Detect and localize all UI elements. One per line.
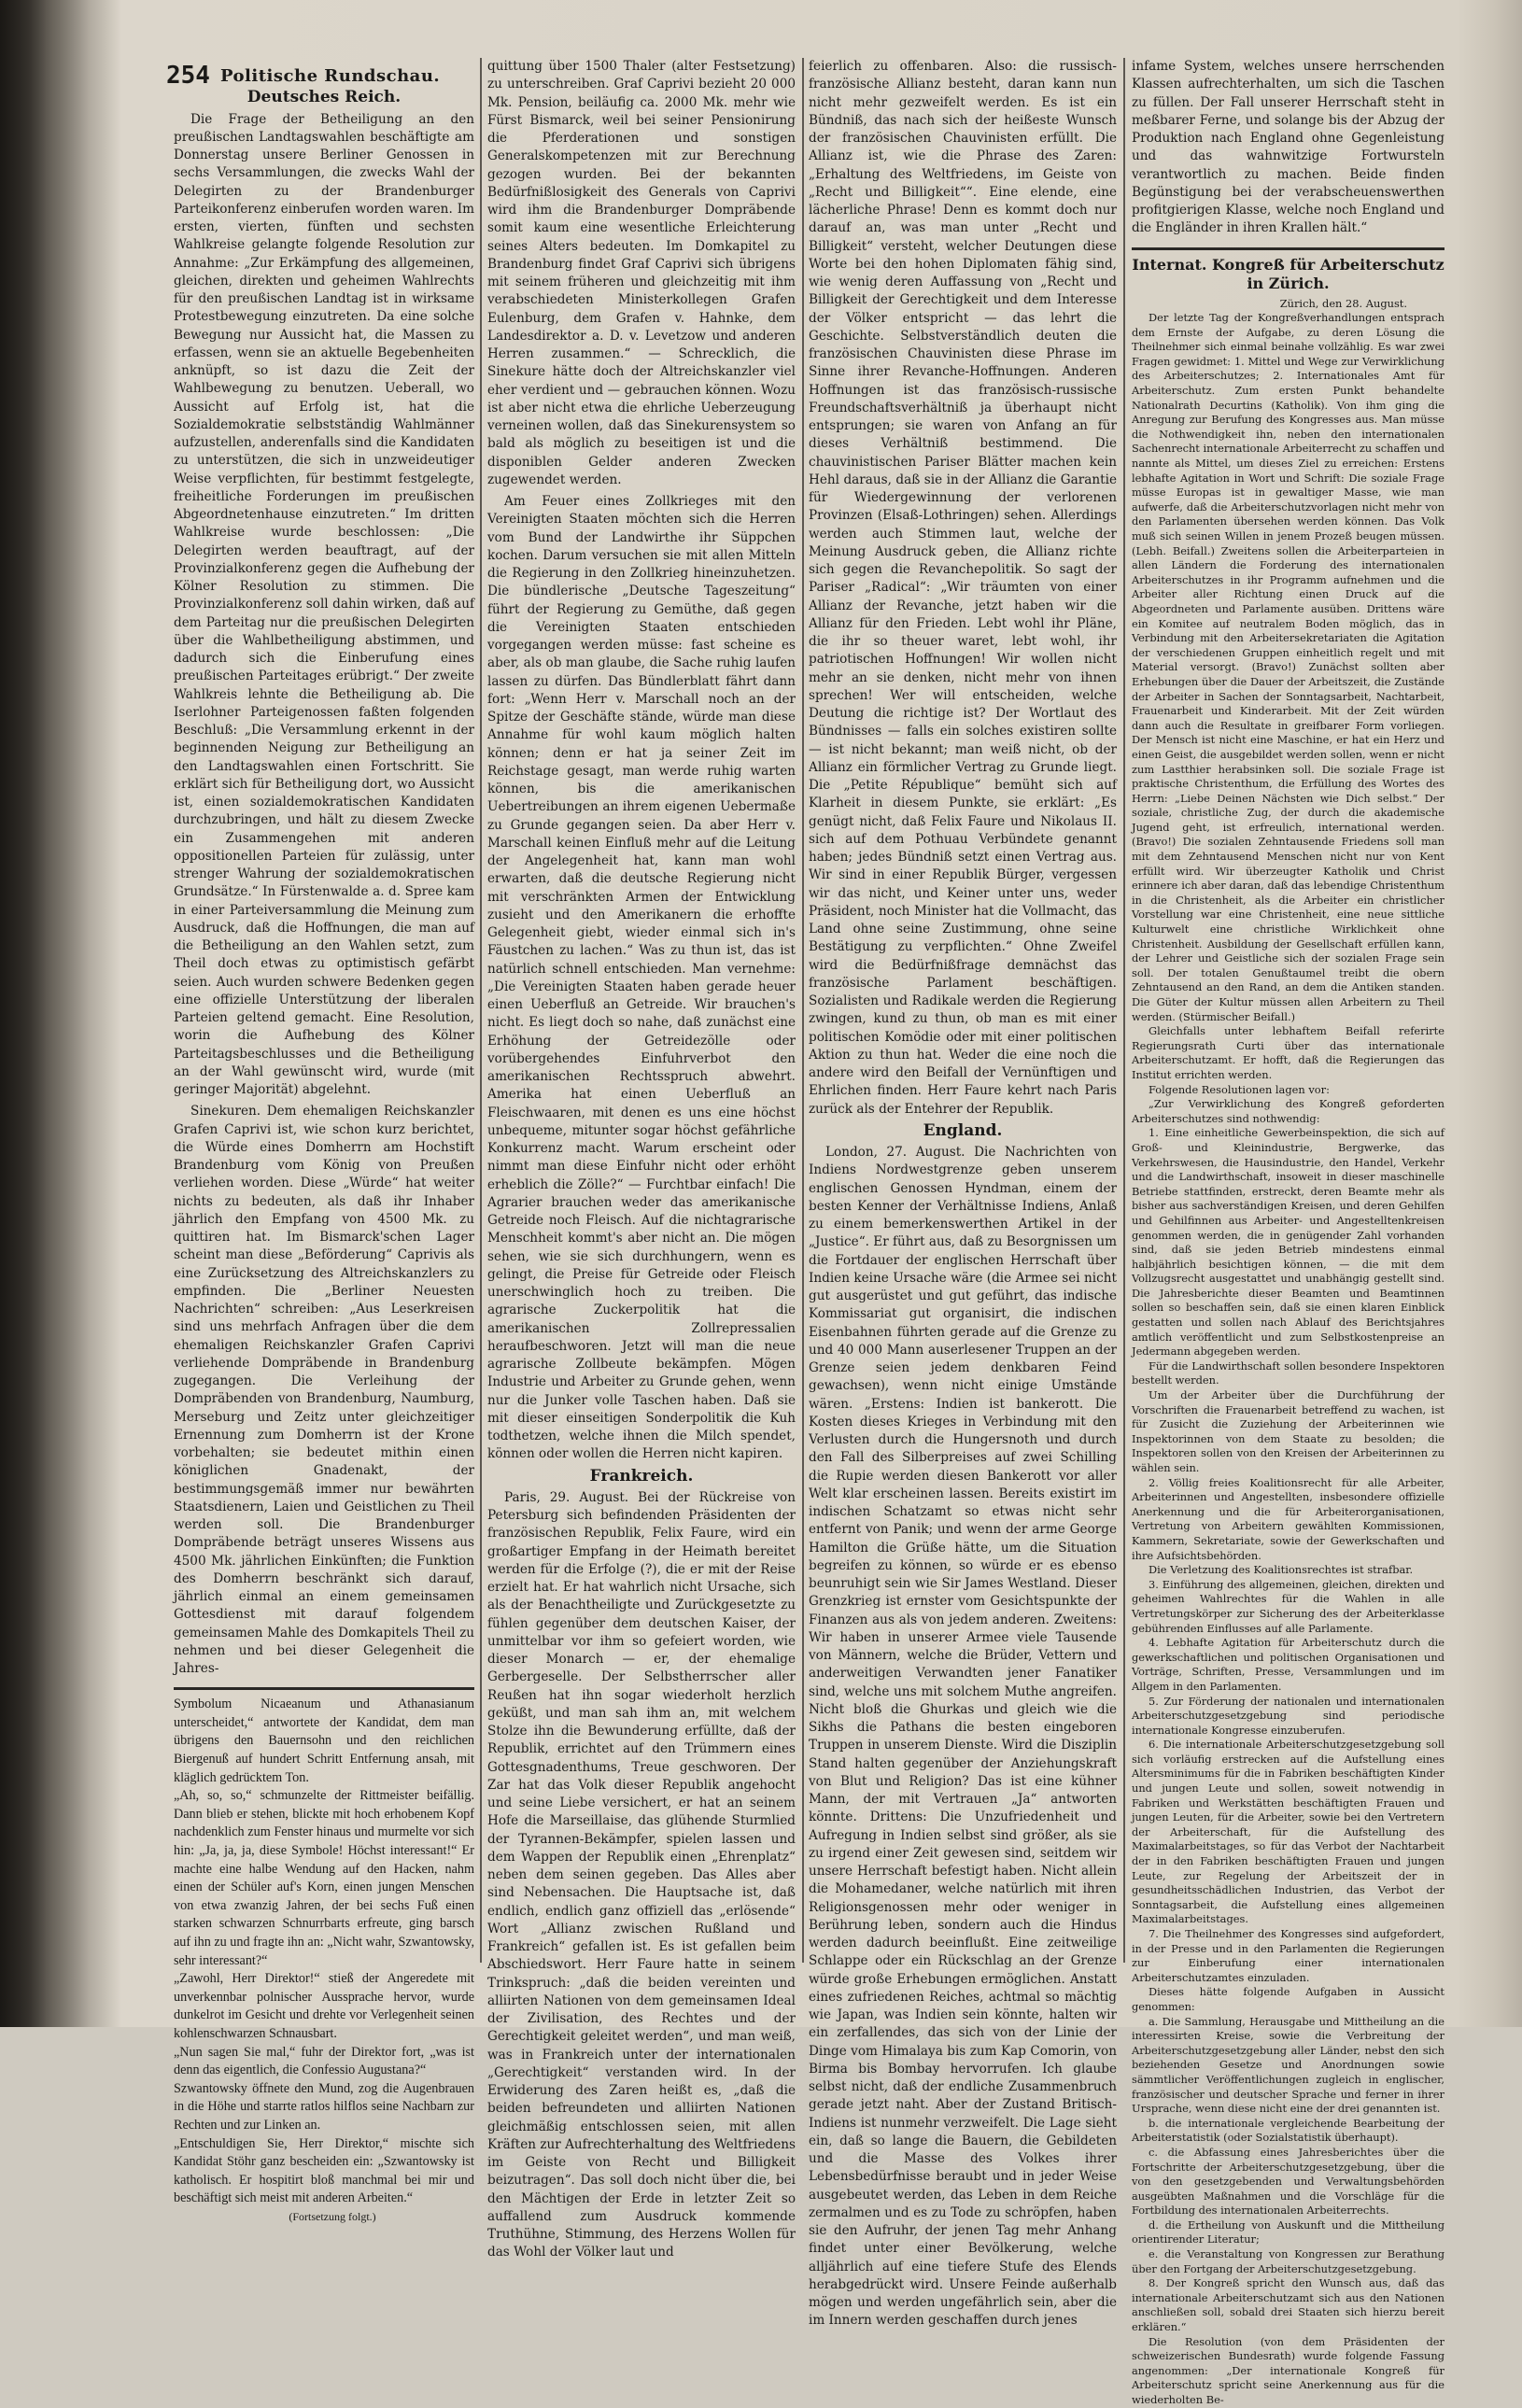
resolution-item: Für die Landwirthschaft sollen besondere Inspektoren bestellt werden. xyxy=(1132,1359,1444,1387)
resolution-item: 1. Eine einheitliche Gewerbeinspektion, die sich auf Groß- und Kleinindustrie, Bergwerke, das Verkehrswesen, die Hausindustrie, den Handel, Verkehr und die Landwirthschaft, insoweit in dieser maschinelle Betriebe stattfinden, erstreckt, deren Beamte mehr als bisher aus sachverständigen Kreisen, und deren Gehilfen und Gehilfinnen aus Arbeiter- und Angestelltenkreisen genommen werden, die in genügender Zahl vorhanden sind, daß sie jeden Betrieb mindestens einmal halbjährlich besichtigen können, — die mit dem Vollzugsrecht ausgestattet und unabhängig gestellt sind. Die Jahresberichte dieser Beamten und Beamtinnen sollen so beschaffen sein, daß sie einen klaren Einblick gestatten und sollen nach Ablauf des Berichtsjahres amtlich veröffentlicht und zum Selbstkostenpreise an Jedermann abgegeben werden. xyxy=(1132,1126,1444,1359)
binding-shadow xyxy=(0,0,131,2027)
report-paragraph: Gleichfalls unter lebhaftem Beifall referirte Regierungsrath Curti über das internationale Arbeiterschutzamt. Er hofft, daß die Regierungen das Institut errichten werden. xyxy=(1132,1024,1444,1081)
column-1 xyxy=(174,58,474,2223)
column-divider xyxy=(802,58,804,1963)
resolution-item: 2. Völlig freies Koalitionsrecht für alle Arbeiter, Arbeiterinnen und Angestellten, insbesondere offizielle Anerkennung und die für Arbeiterorganisationen, Vertretung von Arbeitern gewählten Kommissionen, Kammern, Sekretariate, sowie der Gewerkschaften und ihre Aufsichtsbehörden. xyxy=(1132,1475,1444,1562)
continuation-note: (Fortsetzung folgt.) xyxy=(289,2209,376,2223)
column-3 xyxy=(809,58,1117,2329)
resolution-item: 5. Zur Förderung der nationalen und internationalen Arbeiterschutzgesetzgebung sind periodische internationale Kongresse einzuberufen. xyxy=(1132,1694,1444,1737)
article-paragraph: Die Frage der Betheiligung an den preußischen Landtagswahlen beschäftigte am Donnerstag unsere Berliner Genossen in sechs Versammlungen, die zwecks Wahl der Delegirten zu der Brandenburger Parteikonferenz einberufen worden waren. Im ersten, vierten, fünften und sechsten Wahlkreise gelangte folgende Resolution zur Annahme: „Zur Erkämpfung des allgemeinen, gleichen, direkten und geheimen Wahlrechts für den preußischen Landtag ist in wirksame Protestbewegung einzutreten. Da eine solche Bewegung nur Aussicht hat, die Massen zu erfassen, wenn sie an aktuelle Begebenheiten anknüpft, so ist dazu die Zeit der Wahlbewegung zu benutzen. Ueberall, wo Aussicht auf Erfolg ist, hat die Sozialdemokratie selbstständig Wahlmänner aufzustellen, anderenfalls sind die Kandidaten zu unterstützen, die sich in unzweideutiger Weise verpflichten, für bestimmt festgelegte, freiheitliche Forderungen im preußischen Abgeordnetenhause einzutreten.“ Im dritten Wahlkreise wurde beschlossen: „Die Delegirten werden beauftragt, auf der Provinzialkonferenz gegen die Aufhebung der Kölner Resolution zu stimmen. Die Provinzialkonferenz soll dahin wirken, daß auf dem Parteitag nur die preußischen Delegirten über die Wahlbetheiligung abstimmen, und dadurch sich die Einberufung eines preußischen Parteitages erübrigt.“ Der zweite Wahlkreis lehnte die Betheiligung ab. Die Iserlohner Parteigenossen faßten folgenden Beschluß: „Die Versammlung erkennt in der beginnenden Neigung zur Betheiligung an den Landtagswahlen einen Fortschritt. Sie erklärt sich für Betheiligung dort, wo Aussicht ist, einen sozialdemokratischen Kandidaten durchzubringen, und hält zu diesem Zwecke ein Zusammengehen mit anderen oppositionellen Parteien für zulässig, unter strenger Wahrung der sozialdemokratischen Grundsätze.“ In Fürstenwalde a. d. Spree kam in einer Parteiversammlung die Meinung zum Ausdruck, daß die Hoffnungen, die man auf die Betheiligung an den Wahlen setzt, zum Theil doch etwas zu optimistisch gefärbt seien. Auch wurden schwere Bedenken gegen eine offizielle Unterstützung der liberalen Parteien geltend gemacht. Eine Resolution, worin die Aufhebung des Kölner Parteitagsbeschlusses und die Betheiligung an der Wahl gewünscht wird, wurde (mit geringer Majorität) abgelehnt. xyxy=(174,111,474,1097)
section-title: Politische Rundschau. xyxy=(220,66,441,86)
article-paragraph: feierlich zu offenbaren. Also: die russisch-französische Allianz besteht, daran kann nun nicht mehr gezweifelt werden. Es ist ein Bündniß, das nach sich der heißeste Wunsch der französischen Chauvinisten erfüllt. Die Allianz ist, wie die Phrase des Zaren: „Erhaltung des Weltfriedens, im Geiste von „Recht und Billigkeit““. Eine elende, eine lächerliche Phrase! Denn es kommt doch nur darauf an, was man unter „Recht und Billigkeit“ versteht, welcher Deutungen diese Worte bei den hohen Diplomaten fähig sind, wie wenig deren Auffassung von „Recht und Billigkeit der Gerechtigkeit und dem Interesse der Völker entspricht — das lehrt die Geschichte. Selbstverständlich deuten die französischen Chauvinisten diese Phrase im Sinne ihrer Revanche-Hoffnungen. Anderen Hoffnungen ist das französisch-russische Freundschaftsverhältniß ja überhaupt nicht entsprungen; sie waren von Anfang an für dieses Verhältniß bestimmend. Die chauvinistischen Pariser Blätter machen kein Hehl daraus, daß sie in der Allianz die Garantie für Wiedergewinnung der verlorenen Provinzen (Elsaß-Lothringen) sehen. Allerdings werden auch Stimmen laut, welche der Meinung Ausdruck geben, die Allianz richte sich gegen die Revanchepolitik. So sagt der Pariser „Radical“: „Wir träumten von einer Allianz der Revanche, jetzt haben wir die Allianz für den Frieden. Lebt wohl ihr Pläne, die ihr so theuer waret, lebt wohl, ihr patriotischen Hoffnungen! Wir wollen nicht mehr an sie denken, nicht mehr von ihnen sprechen! Wer will entscheiden, welche Deutung die richtige ist? Der Wortlaut des Bündnisses — falls ein solches existiren sollte — ist nicht bekannt; man weiß nicht, ob der Allianz ein förmlicher Vertrag zu Grunde liegt. Die „Petite République“ bemüht sich auf Klarheit in diesem Punkte, sie erklärt: „Es genügt nicht, daß Felix Faure und Nikolaus II. sich auf dem Pothuau Verbündete genannt haben; jedes Bündniß setzt einen Vertrag aus. Wir sind in einer Republik Bürger, vergessen wir das nicht, und Keiner unter uns, weder Präsident, noch Minister hat die Vollmacht, das Land ohne seine Zustimmung, ohne seine Bestätigung zu verpflichten.“ Ohne Zweifel wird die Bedürfnißfrage demnächst das französische Parlament beschäftigen. Sozialisten und Radikale werden die Regierung zwingen, kund zu thun, ob man es mit einer politischen Komödie oder mit einer politischen Aktion zu thun hat. Weder die eine noch die andere wird den Beifall der Vernünftigen und Ehrlichen finden. Herr Faure kehrt nach Paris zurück als der Entehrer der Republik. xyxy=(809,59,1117,1117)
resolution-item: 7. Die Theilnehmer des Kongresses sind aufgefordert, in der Presse und in den Parlamenten die Regierungen zur Einberufung einer internationalen Arbeiterschutzamtes einzuladen. xyxy=(1132,1927,1444,1984)
column-divider xyxy=(1123,58,1125,1963)
congress-report xyxy=(1132,311,1444,2408)
feuilleton-text xyxy=(174,1696,474,2226)
section-heading-france: Frankreich. xyxy=(589,1466,694,1486)
column-4 xyxy=(1132,58,1444,2406)
resolution-item: c. die Abfassung eines Jahresberichtes über die Fortschritte der Arbeiterschutzgesetzgebung, über die von den gesetzgebenden und Verwaltungsbehörden ausgeübten Maßnahmen und die Vorschläge für die Fortbildung des internationalen Arbeiterrechts. xyxy=(1132,2145,1444,2218)
column-2 xyxy=(487,58,796,2260)
section-divider xyxy=(174,1687,474,1690)
page-number: 254 xyxy=(166,62,210,90)
resolution-item: Die Verletzung des Koalitionsrechtes ist strafbar. xyxy=(1149,1563,1414,1577)
article-paragraph: London, 27. August. Die Nachrichten von Indiens Nordwestgrenze geben unserem englischen Genossen Hyndman, einem der besten Kenner der Verhältnisse Indiens, Anlaß zu einem bemerkenswerthen Artikel in der „Justice“. Er führt aus, daß zu Besorgnissen um die Fortdauer der englischen Herrschaft über Indien keine Ursache wäre (die Armee sei nicht gut ausgerüstet und gut geführt, das indische Kommissariat gut organisirt, die indischen Eisenbahnen führten gerade auf die Grenze zu und 40 000 Mann auserlesener Truppen an der Grenze seien jedem denkbaren Feind gewachsen), wenn nicht einige Umstände wären. „Erstens: Indien ist bankerott. Die Kosten dieses Krieges in Verbindung mit den Verlusten durch die Hungersnoth und durch den Fall des Silberpreises auf zwei Schilling die Rupie werden diesen Bankerott vor aller Welt klar erscheinen lassen. Bereits existirt im indischen Schatzamt so etwas nicht sehr entfernt von Panik; und wenn der arme George Hamilton die Grüße hätte, um die Situation begreifen zu können, so würde er es ebenso beunruhigt sein wie Sir James Westland. Dieser Grenzkrieg ist ernster vom Gesichtspunkte der Finanzen aus als von jedem anderen. Zweitens: Wir haben in unserer Armee viele Tausende von Männern, welche die Brüder, Vettern und anderweitigen Verwandten jener Fanatiker sind, welche uns mit solchem Muthe angreifen. Nicht bloß die Ghurkas und gleich wie die Sikhs die Pathans die besten eingeboren Truppen in unserem Dienste. Wird die Disziplin Stand halten gegenüber der Anziehungskraft von Blut und Religion? Das ist eine kühner Mann, der mit Vertrauen „Ja“ antworten könnte. Drittens: Die Unzufriedenheit und Aufregung in Indien selbst sind größer, als sie zu irgend einer Zeit gewesen sind, seitdem wir unsere Herrschaft befestigt haben. Nicht allein die Mohamedaner, welche natürlich mit ihren Religionsgenossen mehr oder weniger in Berührung leben, sondern auch die Hindus werden dadurch beeinflußt. Eine zeitweilige Schlappe oder ein Rückschlag an der Grenze würde große Erhebungen ermöglichen. Anstatt eines zufriedenen Reiches, achtmal so mächtig wie Japan, was Indien sein könnte, halten wir ein zerfallendes, das sich von der Linie der Dinge vom Himalaya bis zum Kap Comorin, von Birma bis Bombay hervorrufen. Ich glaube selbst nicht, daß der endliche Zusammenbruch gerade jetzt naht. Aber der Zustand Britisch-Indiens ist nunmehr verzweifelt. Die Lage sieht ein, daß so lange die Bauern, die Gebildeten und die Masse des Volkes ihrer Lebensbedürfnisse beraubt und in jeder Weise ausgebeutet werden, das Leben in dem Reiche zermalmen und es zu Tode zu schröpfen, haben sie den Aufruhr, der jenen Tag mehr Anhang findet unter einer Bevölkerung, welche alljährlich auf eine tiefere Stufe des Elends herabgedrückt wird. Unsere Feinde außerhalb mögen und werden ungefährlich sein, aber die im Innern werden geschaffen durch jenes xyxy=(809,1145,1117,2329)
resolution-item: 6. Die internationale Arbeiterschutzgesetzgebung soll sich vorläufig erstrecken auf die Aufstellung eines Altersminimums für die in Fabriken beschäftigten Kinder und jungen Leute und sollen, soweit notwendig in Fabriken und Werkstätten beschäftigten Frauen und jungen Leuten, für die Arbeiter, sowie bei den Vertretern der Arbeiterschaft, für die Aufstellung des Maximalarbeitstages, so für das Verbot der Nachtarbeit der in den Fabriken beschäftigten Frauen und jungen Leute, zur Regelung der Arbeitszeit der in gesundheitsschädlichen Industrien, das Verbot der Sonntagsarbeit, die Aufstellung eines allgemeinen Maximalarbeitstages. xyxy=(1132,1738,1444,1926)
report-paragraph: Der letzte Tag der Kongreßverhandlungen entsprach dem Ernste der Aufgabe, zu deren Lösung die Theilnehmer sich einmal beinahe vollzählig. Es war zwei Fragen gewidmet: 1. Mittel und Wege zur Verwirklichung des Arbeiterschutzes; 2. Internationales Amt für Arbeiterschutz. Zum ersten Punkt behandelte Nationalrath Decurtins (Katholik). Von ihm ging die Anregung zur Berufung des Kongresses aus. Man müsse die Nothwendigkeit ihn, neben den internationalen Sachenrecht internationale Arbeiterrecht zu schaffen und nannte als Mittel, um dieses Ziel zu erreichen: Erstens lebhafte Agitation in Wort und Schrift: Die soziale Frage müsse Europas ist in gewaltiger Masse, wie man aufwerfe, daß die Arbeiterschutzvorlagen nicht mehr von den Parlamenten übersehen werden können. Das Volk muß sich seinen Willen in jenem Prozeß beugen müssen. (Lebh. Beifall.) Zweitens sollen die Arbeiterparteien in allen Ländern die Forderung des internationalen Arbeiterschutzes in ihr Programm aufnehmen und die Arbeiter aller Richtung einen Druck auf die Abgeordneten und Parlamente ausüben. Drittens wäre ein Komitee auf neutralem Boden möglich, das in Verbindung mit den Arbeitersekretariaten die Agitation der verschiedenen Gruppen einheitlich regelt und mit Material versorgt. (Bravo!) Zunächst sollten aber Erhebungen über die Dauer der Arbeitszeit, die Zustände der Arbeiter in Sachen der Sonntagsarbeit, Nachtarbeit, Frauenarbeit und Kinderarbeit. Mit der Zeit würden dann auch die Resultate in greifbarer Form vorliegen. Der Mensch ist nicht eine Maschine, er hat ein Herz und einen Geist, die ausgebildet werden sollen, wenn er nicht zum Lastthier herabsinken soll. Die soziale Frage ist praktische Christenthum, die Erfüllung des Wortes des Herrn: „Liebe Deinen Nächsten wie Dich selbst.“ Der soziale, christliche Zug, der durch die akademische Jugend geht, ist erfreulich, international werden. (Bravo!) Die sozialen Zehntausende Friedens soll man mit dem Zehntausend Menschen nicht nur von Kent erfüllt wird. Wir überzeugter Katholik und Christ erinnere ich aber daran, daß das lebendige Christenthum in die Christenheit, als die Arbeiter ein christlicher Vorstellung war eine Christenheit, eine neue sittliche Kulturwelt eine christliche Wirklichkeit ohne Christenheit. Ausbildung der Gesellschaft erfüllen kann, der Lehrer und Geistliche sich der sozialen Frage sein soll. Der totalen Genußtaumel treibt die obern Zehntausend an den Rand, an dem die Antiken standen. Die Güter der Kultur müssen allen Arbeitern zu Theil werden. (Stürmischer Beifall.) xyxy=(1132,311,1444,1023)
article-paragraph: quittung über 1500 Thaler (alter Festsetzung) zu unterschreiben. Graf Caprivi bezieht 20 000 Mk. Pension, beiläufig ca. 2000 Mk. mehr wie Fürst Bismarck, weil bei seiner Pensionirung die Pferderationen und sonstigen Generalskompetenzen mit zur Berechnung gezogen wurden. Bei der bekannten Bedürfnißlosigkeit des Generals von Caprivi wird ihm die Brandenburger Dompräbende somit kaum eine wesentliche Erleichterung seines Alters bedeuten. Im Domkapitel zu Brandenburg findet Graf Caprivi sich übrigens mit seinem früheren und gleichzeitig mit ihm verabschiedeten Ministerkollegen Grafen Eulenburg, dem Grafen v. Hahnke, dem Landesdirektor a. D. v. Levetzow und anderen Herren zusammen.“ — Schrecklich, die Sinekure hätte doch der Altreichskanzler viel eher verdient und — gebrauchen können. Wozu ist aber nicht etwa die ehrliche Ueberzeugung verneinen wollen, daß das Sinekurensystem so bald als möglich zu beseitigen ist und die disponiblen Gelder anderen Zwecken zugewendet werden. xyxy=(487,59,796,487)
resolution-item: „Zur Verwirklichung des Kongreß geforderten Arbeiterschutzes sind nothwendig: xyxy=(1132,1097,1444,1125)
resolution-item: Um der Arbeiter über die Durchführung der Vorschriften die Frauenarbeit betreffend zu wachen, ist für Zusicht die Zuziehung der Arbeiterinnen wie Inspektorinnen von dem Staate zu besolden; die Inspektoren sollen von den Kreisen der Arbeiterinnen zu wählen sein. xyxy=(1132,1388,1444,1474)
resolution-item: a. Die Sammlung, Herausgabe und Mittheilung an die interessirten Kreise, sowie die Verbreitung der Arbeiterschutzgesetzgebung aller Länder, nebst den sich beziehenden Gesetze und Anordnungen sowie sämmtlicher Veröffentlichungen zugleich in englischer, französischer und deutscher Sprache und ferner in ihrer Ursprache, wenn diese nicht eine der drei genannten ist. xyxy=(1132,2014,1444,2116)
resolution-intro: Folgende Resolutionen lagen vor: xyxy=(1149,1082,1330,1096)
resolution-item: d. die Ertheilung von Auskunft und die Mittheilung orientirender Literatur; xyxy=(1132,2218,1444,2246)
feuilleton-paragraph: Symbolum Nicaeanum und Athanasianum unterscheidet,“ antwortete der Kandidat, dem man übrigens den Bauernsohn und den reichlichen Biergenuß auf hundert Schritt Entfernung ansah, mit kläglich gedrücktem Ton. „Ah, so, so,“ schmunzelte der Rittmeister beifällig. Dann blieb er stehen, blickte mit hoch erhobenem Kopf nachdenklich zum Fenster hinaus und murmelte vor sich hin: „Ja, ja, ja, diese Symbole! Höchst interessant!“ Er machte eine halbe Wendung auf den Hacken, nahm einen der Schüler auf's Korn, einen jungen Menschen von etwa zwanzig Jahren, der bei sechs Fuß einen starken schwarzen Schnurrbarts erfreute, ging barsch auf ihn zu und fragte ihn an: „Nicht wahr, Szwantowsky, sehr interessant?“ „Zawohl, Herr Direktor!“ stieß der Angeredete mit unverkennbar polnischer Aussprache hervor, wurde dunkelrot im Gesicht und drehte vor Verlegenheit seinen kohlenschwarzen Schnausbart. „Nun sagen Sie mal,“ fuhr der Direktor fort, „was ist denn das eigentlich, die Confessio Augustana?“ Szwantowsky öffnete den Mund, zog die Augenbrauen in die Höhe und starrte ratlos hilflos seine Nachbarn zur Rechten und zur Linken an. „Entschuldigen Sie, Herr Direktor,“ mischte sich Kandidat Stöhr ganz bescheiden ein: „Szwantowsky ist katholisch. Er hospitirt bloß manchmal bei mir und beschäftigt sich meist mit anderen Arbeiten.“ xyxy=(174,1697,474,2206)
resolution-item: 3. Einführung des allgemeinen, gleichen, direkten und geheimen Wahlrechtes für die Wahlen in alle Vertretungskörper zur Sicherung des der Arbeiterklasse gebührenden Einflusses auf alle Parlamente. xyxy=(1132,1577,1444,1635)
resolution-item: Dieses hätte folgende Aufgaben in Aussicht genommen: xyxy=(1132,1985,1444,2013)
resolution-item: 4. Lebhafte Agitation für Arbeiterschutz durch die gewerkschaftlichen und politischen Organisationen und Vorträge, Schriften, Presse, Versammlungen und im Allgem in den Parlamenten. xyxy=(1132,1636,1444,1693)
article-paragraph: Sinekuren. Dem ehemaligen Reichskanzler Grafen Caprivi ist, wie schon kurz berichtet, die Würde eines Domherrn am Hochstift Brandenburg vom König von Preußen verliehen worden. Diese „Würde“ hat weiter nichts zu bedeuten, als daß ihr Inhaber jährlich den Empfang von 4500 Mk. zu quittiren hat. Im Bismarck'schen Lager scheint man diese „Beförderung“ Caprivis als eine Zurücksetzung des Altreichskanzlers zu empfinden. Die „Berliner Neuesten Nachrichten“ schreiben: „Aus Leserkreisen sind uns mehrfach Anfragen über die dem ehemaligen Reichskanzler Grafen Caprivi verliehende Dompräbende in Brandenburg zugegangen. Die Verleihung der Dompräbenden von Brandenburg, Naumburg, Merseburg und Zeitz unter gleichzeitiger Ernennung zum Domherrn ist der Krone vorbehalten; sie bedeutet mithin einen königlichen Gnadenakt, der bestimmungsgemäß immer nur bewährten Staatsdienern, Laien und Geistlichen zu Theil werden soll. Die Brandenburger Dompräbende beträgt unseres Wissens aus 4500 Mk. jährlichen Einkünften; die Funktion des Domherrn beschränkt sich darauf, jährlich einmal an einem gemeinsamen Gottesdienst mit darauf folgendem gemeinsamen Mahle des Domkapitels Theil zu nehmen und bei dieser Gelegenheit die Jahres- xyxy=(174,1104,474,1676)
dateline: Zürich, den 28. August. xyxy=(1279,296,1407,310)
resolution-item: b. die internationale vergleichende Bearbeitung der Arbeiterstatistik (oder Sozialstatistik überhaupt). xyxy=(1132,2116,1444,2145)
resolution-item: e. die Veranstaltung von Kongressen zur Berathung über den Fortgang der Arbeiterschutzgesetzgebung. xyxy=(1132,2247,1444,2275)
section-divider xyxy=(1132,247,1444,250)
resolution-item: Die Resolution (von dem Präsidenten der schweizerischen Bundesrath) wurde folgende Fassung angenommen: „Der internationale Kongreß für Arbeiterschutz spricht seine Anerkennung aus für die wiederholten Be- xyxy=(1132,2334,1444,2406)
article-paragraph: infame System, welches unsere herrschenden Klassen aufrechterhalten, um sich die Taschen zu füllen. Der Fall unserer Herrschaft steht in meßbarer Ferne, und solange bis der Abzug der Produktion nach England ohne Gegenleistung und das wahnwitzige Fortwursteln verantwortlich zu machen. Beide finden Begünstigung bei der verabscheuenswerthen profitgierigen Klasse, welche noch England und die Engländer in ihren Krallen hält.“ xyxy=(1132,59,1444,236)
article-paragraph: Am Feuer eines Zollkrieges mit den Vereinigten Staaten möchten sich die Herren vom Bund der Landwirthe ihr Süppchen kochen. Darum versuchen sie mit allen Mitteln die Regierung in den Zollkrieg hineinzuhetzen. Die bündlerische „Deutsche Tageszeitung“ führt der Regierung zu Gemüthe, daß gegen die Vereinigten Staaten entschieden vorgegangen werden müsse: fast scheine es aber, als ob man glaube, die Sache ruhig laufen lassen zu dürfen. Das Bündlerblatt fährt dann fort: „Wenn Herr v. Marschall noch an der Spitze der Geschäfte stände, würde man diese Annahme für wohl kaum möglich halten können; denn er hat ja seiner Zeit im Reichstage gesagt, man werde ruhig warten können, bis die amerikanischen Uebertreibungen an ihrem eigenen Uebermaße zu Grunde gegangen seien. Da aber Herr v. Marschall keinen Einfluß mehr auf die Leitung der Angelegenheit hat, kann man wohl erwarten, daß die deutsche Regierung nicht mit verschränkten Armen der Entwicklung zusieht und den Amerikanern die erhoffte Gelegenheit giebt, wieder einmal sich in's Fäustchen zu lachen.“ Was zu thun ist, das ist natürlich schnell entschieden. Man vernehme: „Die Vereinigten Staaten haben gerade heuer einen Ueberfluß an Getreide. Wir brauchen's nicht. Es liegt doch so nahe, daß zunächst eine Erhöhung der Getreidezölle oder vorübergehendes Einfuhrverbot den amerikanischen Rechtsspruch abwehrt. Amerika hat einen Ueberfluß an Fleischwaaren, mit denen es uns eine höchst unbequeme, mitunter sogar höchst gefährliche Konkurrenz macht. Warum erscheint oder nimmt man diese Einfuhr nicht oder erhöht erheblich die Zölle?“ — Furchtbar einfach! Die Agrarier brauchen weder das amerikanische Getreide noch Fleisch. Auf die nichtagrarische Menschheit kommt's aber nicht an. Die mögen sehen, wie sie sich durchhungern, wenn es gelingt, die Preise für Getreide oder Fleisch unerschwinglich hoch zu treiben. Die agrarische Zuckerpolitik hat die amerikanischen Zollrepressalien heraufbeschworen. Jetzt will man die neue agrarische Zollbeute bekämpfen. Mögen Industrie und Arbeiter zu Grunde gehen, wenn nur die Junker volle Taschen haben. Daß sie mit dieser einseitigen Sonderpolitik die Kuh todthetzen, welche ihnen die Milch spendet, können oder wollen die Herren nicht kapiren. xyxy=(487,494,796,1462)
column-divider xyxy=(480,58,482,1963)
resolution-item: 8. Der Kongreß spricht den Wunsch aus, daß das internationale Arbeiterschutzamt sich aus den Nationen anschließen soll, sobald drei Staaten sich hierzu bereit erklären.“ xyxy=(1132,2276,1444,2334)
article-paragraph: Paris, 29. August. Bei der Rückreise von Petersburg sich befindenden Präsidenten der französischen Republik, Felix Faure, wird ein großartiger Empfang in der Heimath bereitet werden für die Erfolge (?), die er mit der Reise erzielt hat. Er hat wahrlich nicht Ursache, sich als der Benachtheiligte und Zurückgesetzte zu fühlen gegenüber dem deutschen Kaiser, der unmittelbar vor ihm so gefeiert worden, wie dieser Monarch — er, der ehemalige Gerbergeselle. Der Selbstherrscher aller Reußen hat ihn sogar wiederholt herzlich geküßt, und man sah ihm an, mit welchem Stolze ihn die Bewunderung erfüllte, daß der Republik, errichtet auf den Trümmern eines Gottesgnadenthums, Treue geschworen. Der Zar hat das Volk dieser Republik angehocht und seine Liebe versichert, er hat an seinem Hofe die Marseillaise, das glühende Sturmlied der Tyrannen-Bekämpfer, spielen lassen und dem Wappen der Republik einen „Ehrenplatz“ neben dem seinen gegeben. Das Alles aber sind Nebensachen. Die Hauptsache ist, daß endlich, endlich ganz offiziell das „erlösende“ Wort „Allianz zwischen Rußland und Frankreich“ gefallen ist. Es ist gefallen beim Abschiedswort. Herr Faure hatte in seinem Trinkspruch: „daß die beiden vereinten und alliirten Nationen von dem gemeinsamen Ideal der Zivilisation, des Rechtes und der Gerechtigkeit geleitet werden“, und man weiß, was in Frankreich unter der internationalen „Gerechtigkeit“ verstanden wird. In der Erwiderung des Zaren heißt es, „daß die beiden befreundeten und alliirten Nationen gleichmäßig entschlossen seien, mit allen Kräften zur Aufrechterhaltung des Weltfriedens im Geiste von Recht und Billigkeit beizutragen“. Das soll doch nicht über die, bei den Mächtigen der Erde in letzter Zeit so auffallend zum Ausdruck kommende Truthühne, Stimmung, des Herzens Wollen für das Wohl der Völker laut und xyxy=(487,1489,796,2260)
subsection-title: Deutsches Reich. xyxy=(247,88,402,107)
article-title: Internat. Kongreß für Arbeiterschutz in Zürich. xyxy=(1132,255,1444,292)
section-heading-england: England. xyxy=(923,1120,1003,1140)
